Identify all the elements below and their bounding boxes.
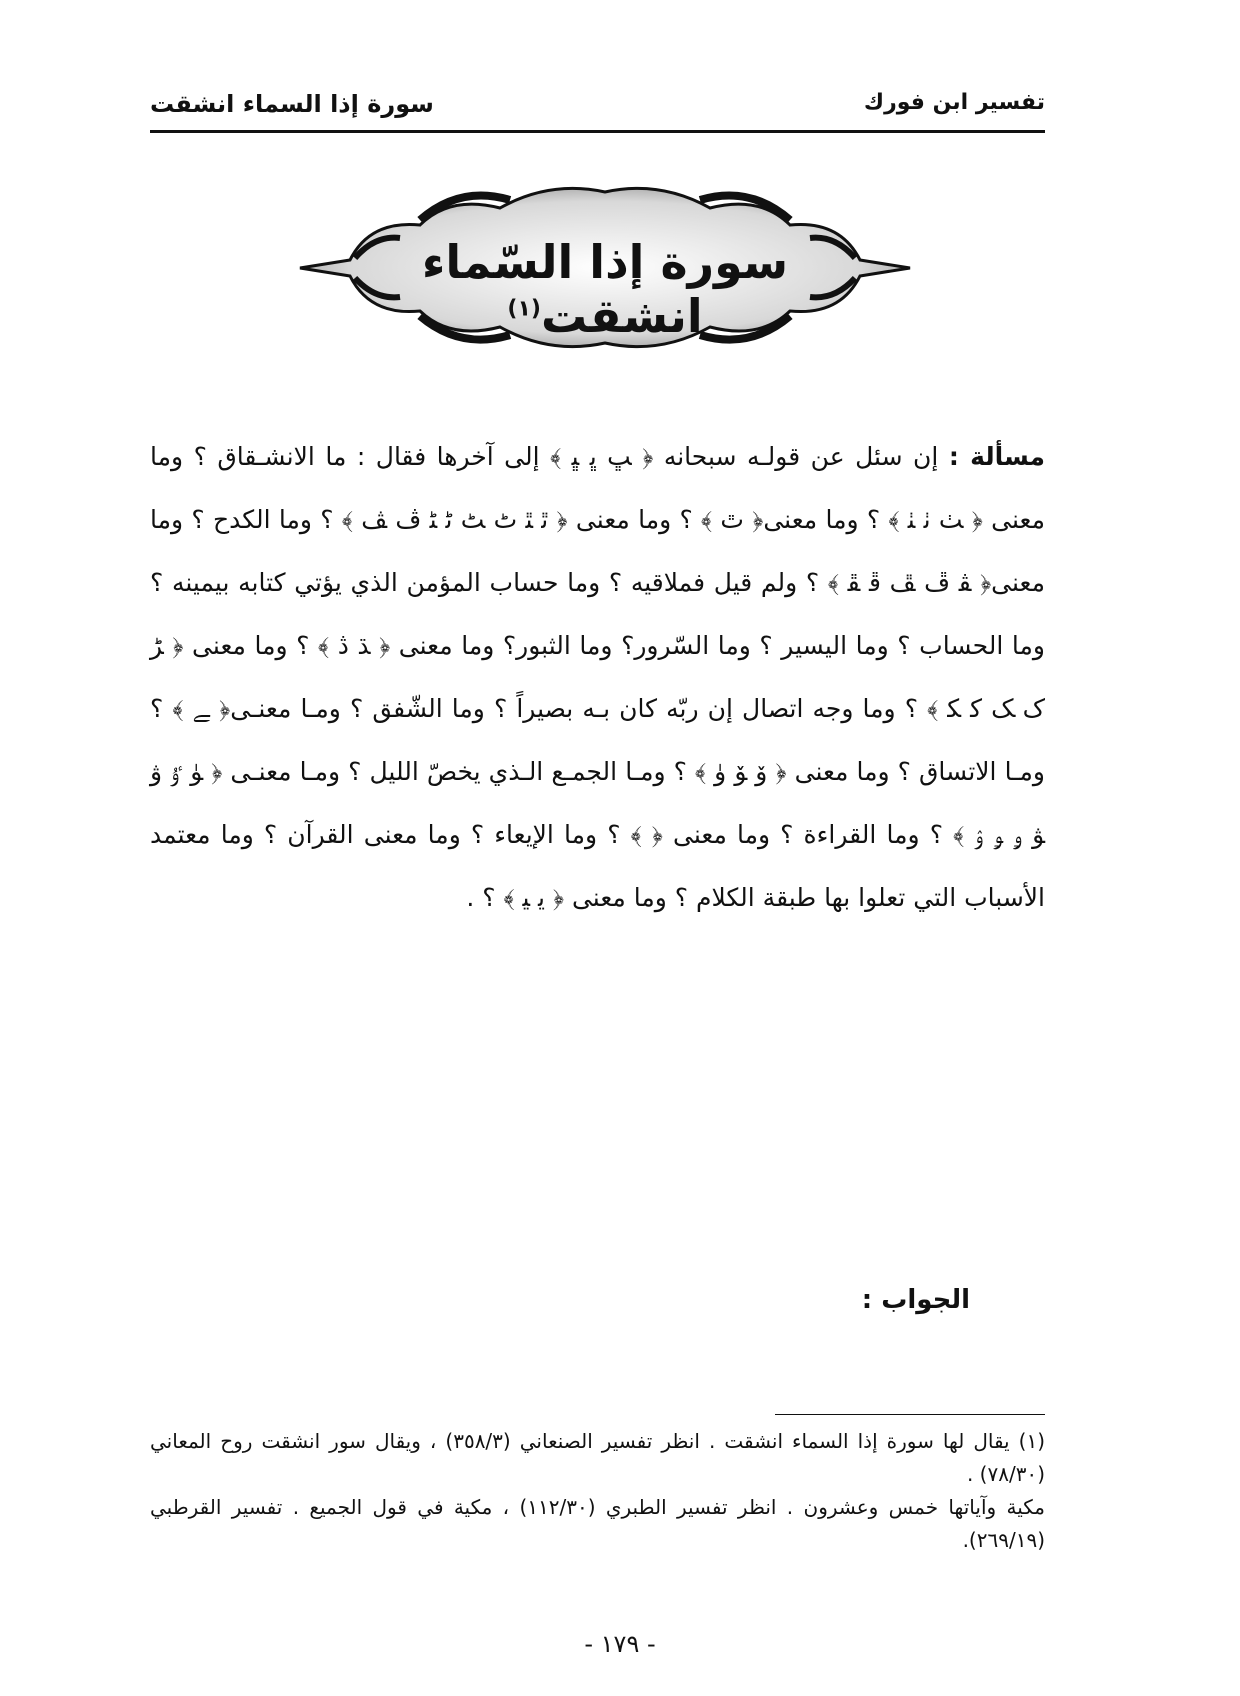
footnote-ref: (١): [507, 296, 541, 322]
page-number: - ١٧٩ -: [584, 1630, 656, 1658]
footnote-2: مكية وآياتها خمس وعشرون . انظر تفسير الطبري (١١٢/٣٠) ، مكية في قول الجميع . تفسير القرطبي (٢٦٩/١٩).: [150, 1495, 1046, 1552]
answer-label: الجواب :: [861, 1285, 970, 1315]
footnotes: [150, 1425, 1045, 1557]
surah-title-text: سورة إذا السّماء انشقت: [421, 235, 789, 343]
question-paragraph: [150, 425, 1045, 929]
surah-title: [350, 235, 860, 343]
footnote-divider: [775, 1414, 1045, 1415]
chapter-title: سورة إذا السماء انشقت: [150, 90, 434, 118]
book-title: تفسير ابن فورك: [863, 90, 1045, 115]
footnote-1: (١) يقال لها سورة إذا السماء انشقت . انظر تفسير الصنعاني (٣٥٨/٣) ، ويقال سور انشقت روح المعاني (٧٨/٣٠) .: [150, 1429, 1045, 1486]
question-label: مسألة :: [948, 442, 1045, 471]
running-header: [150, 80, 1045, 133]
surah-title-banner: [290, 180, 920, 355]
question-text: إن سئل عن قولـه سبحانه ﴿ ﭛ ﭜ ﭝ ﴾ إلى آخرها فقال : ما الانشـقاق ؟ وما معنى ﴿ ﭟ ﭠ ﭡ ﴾ ؟ وما معنى﴿ ﭢ ﴾ ؟ وما معنى ﴿ ﭤ ﭥ ﭦ ﭧ ﭨ ﭩ ﭪ ﭫ ﴾ ؟ وما الكدح ؟ وما معنى﴿ ﭭ ﭮ ﭯ ﭰ ﭱ ﴾ ؟ ولم قيل فملاقيه ؟ وما حساب المؤمن الذي يؤتي كتابه بيمينه ؟ وما الحساب ؟ وما اليسير ؟ وما السّرور؟ وما الثبور؟ وما معنى ﴿ ﮅ ﮆ ﴾ ؟ وما معنى ﴿ ﮍ ﮎ ﮏ ﮐ ﮑ ﴾ ؟ وما وجه اتصال إن ربّه كان بـه بصيراً ؟ وما الشّفق ؟ ومـا معنـى﴿ ﮯ ﴾ ؟ ومـا الاتساق ؟ وما معنى ﴿ ﯙ ﯚ ﯛ ﴾ ؟ ومـا الجمـع الـذي يخصّ الليل ؟ ومـا معنـى ﴿ ﯜ ﯝ ﯞ ﯟ ﯠ ﯡ ﯢ ﴾ ؟ وما القراءة ؟ وما معنى ﴿ ﴾ ؟ وما الإيعاء ؟ وما معنى القرآن ؟ وما معتمد الأسباب التي تعلوا بها طبقة الكلام ؟ وما معنى ﴿ ﯾ ﯿ ﴾ ؟ .: [150, 442, 1045, 912]
